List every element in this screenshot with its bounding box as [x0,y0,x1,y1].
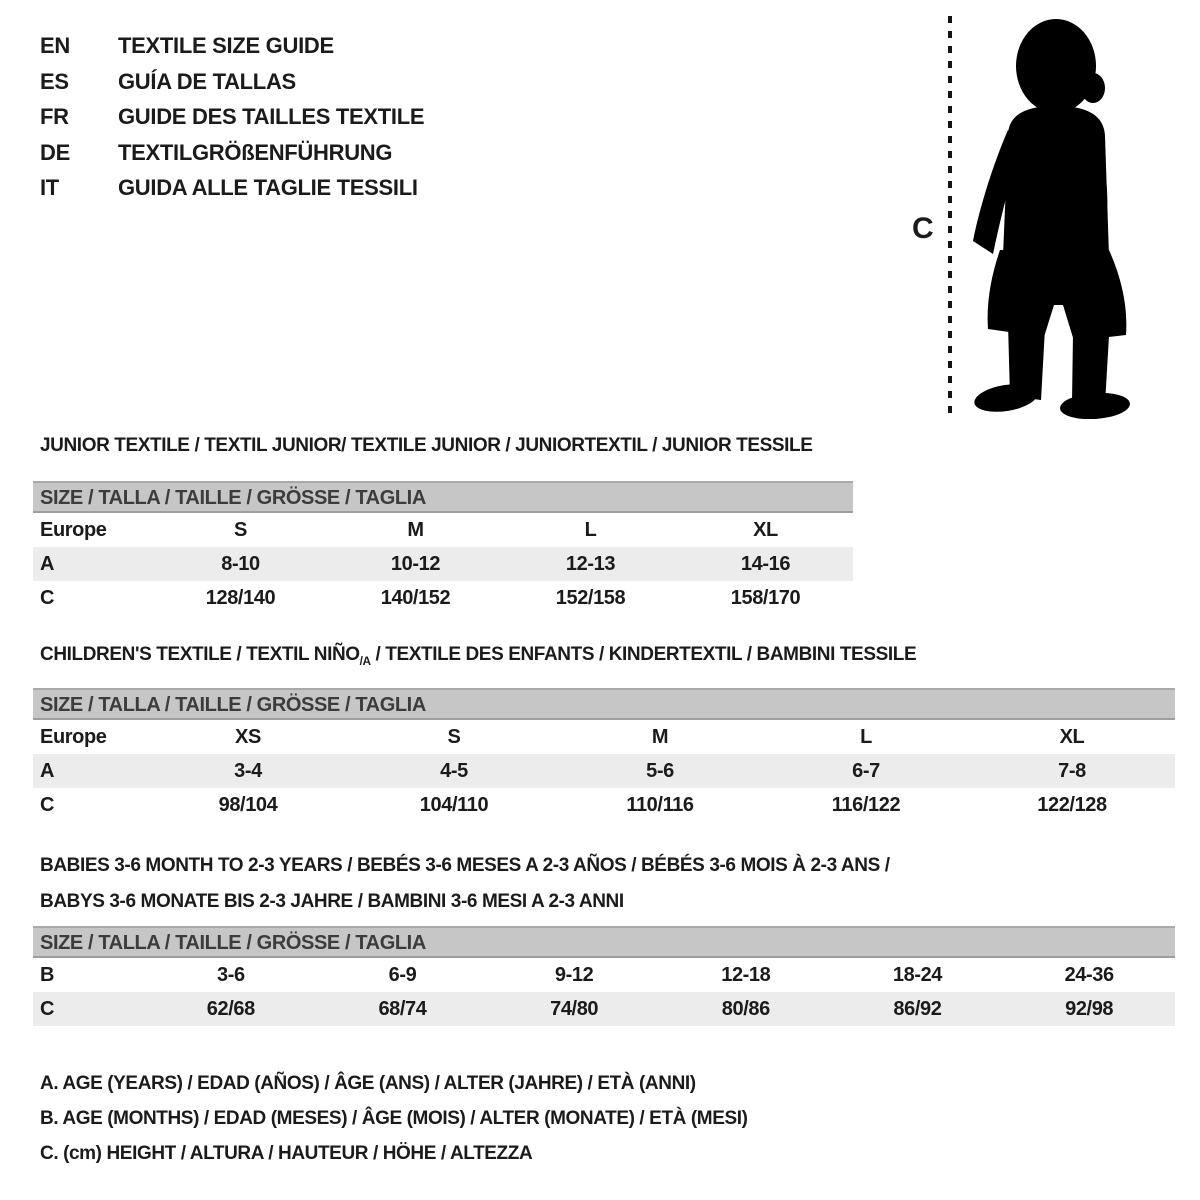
babies-size-table [33,958,1175,1026]
legend-line-c: C. (cm) HEIGHT / ALTURA / HAUTEUR / HÖHE / ALTEZZA [40,1143,533,1164]
children-heading-suffix: /A [359,654,371,668]
language-code: IT [40,175,59,200]
junior-size-table [33,513,853,615]
size-cell: 5-6 [646,759,674,782]
size-cell: 14-16 [740,552,791,575]
language-code: FR [40,104,69,129]
size-cell: 140/152 [380,586,451,609]
children-size-table [33,720,1175,822]
size-cell: S [447,725,461,748]
size-cell: 4-5 [440,759,468,782]
size-cell: 68/74 [378,997,427,1020]
guide-title: GUIDA ALLE TAGLIE TESSILI [118,175,418,200]
row-label-cell: Europe [40,518,107,541]
table-row [33,581,853,615]
legend-line-b: B. AGE (MONTHS) / EDAD (MESES) / ÂGE (MOIS) / ALTER (MONATE) / ETÀ (MESI) [40,1108,748,1129]
size-cell: XS [235,725,261,748]
language-code: EN [40,33,70,58]
size-cell: 24-36 [1064,963,1114,986]
guide-title: TEXTILE SIZE GUIDE [118,33,334,58]
size-cell: 10-12 [390,552,441,575]
language-row [40,64,424,100]
size-cell: 86/92 [893,997,942,1020]
size-cell: 128/140 [205,586,276,609]
size-cell: 6-9 [388,963,417,986]
size-cell: M [651,725,669,748]
size-cell: 116/122 [831,793,901,816]
size-cell: L [860,725,872,748]
table-row [33,958,1175,992]
size-cell: 3-4 [234,759,262,782]
children-section-heading [40,644,916,668]
row-label-cell: C [40,997,55,1020]
size-cell: 110/116 [626,793,694,816]
size-cell: 62/68 [206,997,255,1020]
size-cell: S [234,518,247,541]
row-label-cell: B [40,963,55,986]
guide-title: TEXTILGRÖßENFÜHRUNG [118,139,393,165]
junior-size-header-bar: SIZE / TALLA / TAILLE / GRÖSSE / TAGLIA [33,481,853,513]
size-cell: 18-24 [892,963,943,986]
language-row [40,99,424,135]
guide-title: GUÍA DE TALLAS [118,68,296,94]
height-measure-dashed-line [948,16,952,416]
height-measure-label: C [912,212,934,245]
row-label-cell: Europe [40,725,107,748]
children-heading-text-cont: / TEXTILE DES ENFANTS / KINDERTEXTIL / BAMBINI TESSILE [370,644,917,665]
size-cell: 6-7 [852,759,880,782]
size-cell: 80/86 [721,997,770,1020]
legend-line-a: A. AGE (YEARS) / EDAD (AÑOS) / ÂGE (ANS) / ALTER (JAHRE) / ETÀ (ANNI) [40,1073,696,1094]
size-cell: 98/104 [218,793,278,816]
table-row [33,547,853,581]
junior-section-heading: JUNIOR TEXTILE / TEXTIL JUNIOR/ TEXTILE JUNIOR / JUNIORTEXTIL / JUNIOR TESSILE [40,435,813,456]
size-cell: XL [1059,725,1085,748]
babies-heading-line1: BABIES 3-6 MONTH TO 2-3 YEARS / BEBÉS 3-6 MESES A 2-3 AÑOS / BÉBÉS 3-6 MOIS À 2-3 ANS / [40,855,890,876]
size-cell: 92/98 [1065,997,1114,1020]
table-row [33,992,1175,1026]
row-label-cell: A [40,552,55,575]
children-size-header-bar: SIZE / TALLA / TAILLE / GRÖSSE / TAGLIA [33,688,1175,720]
language-row [40,28,424,64]
size-cell: L [584,518,597,541]
row-label-cell: A [40,759,55,782]
measure-legend [40,1066,748,1171]
table-row [33,513,853,547]
language-title-list [40,28,424,206]
language-row [40,135,424,171]
size-cell: 7-8 [1058,759,1086,782]
children-heading-text: CHILDREN'S TEXTILE / TEXTIL NIÑO [40,644,360,665]
size-cell: 12-18 [721,963,771,986]
table-row [33,720,1175,754]
row-label-cell: C [40,586,55,609]
size-cell: 12-13 [565,552,616,575]
size-cell: 8-10 [221,552,260,575]
size-cell: 158/170 [730,586,801,609]
size-cell: 152/158 [555,586,626,609]
size-cell: 104/110 [419,793,489,816]
babies-heading-line2: BABYS 3-6 MONATE BIS 2-3 JAHRE / BAMBINI 3-6 MESI A 2-3 ANNI [40,891,624,912]
guide-title: GUIDE DES TAILLES TEXTILE [118,104,425,129]
table-row [33,754,1175,788]
size-cell: 74/80 [550,997,599,1020]
language-row [40,170,424,206]
row-label-cell: C [40,793,55,816]
toddler-silhouette-icon [962,14,1142,419]
babies-section-heading [40,848,890,920]
babies-size-header-bar: SIZE / TALLA / TAILLE / GRÖSSE / TAGLIA [33,926,1175,958]
size-cell: 122/128 [1037,793,1107,816]
size-cell: XL [753,518,778,541]
language-code: DE [40,139,70,165]
size-cell: 3-6 [216,963,245,986]
size-cell: 9-12 [554,963,594,986]
language-code: ES [40,68,69,94]
size-cell: M [407,518,424,541]
table-row [33,788,1175,822]
